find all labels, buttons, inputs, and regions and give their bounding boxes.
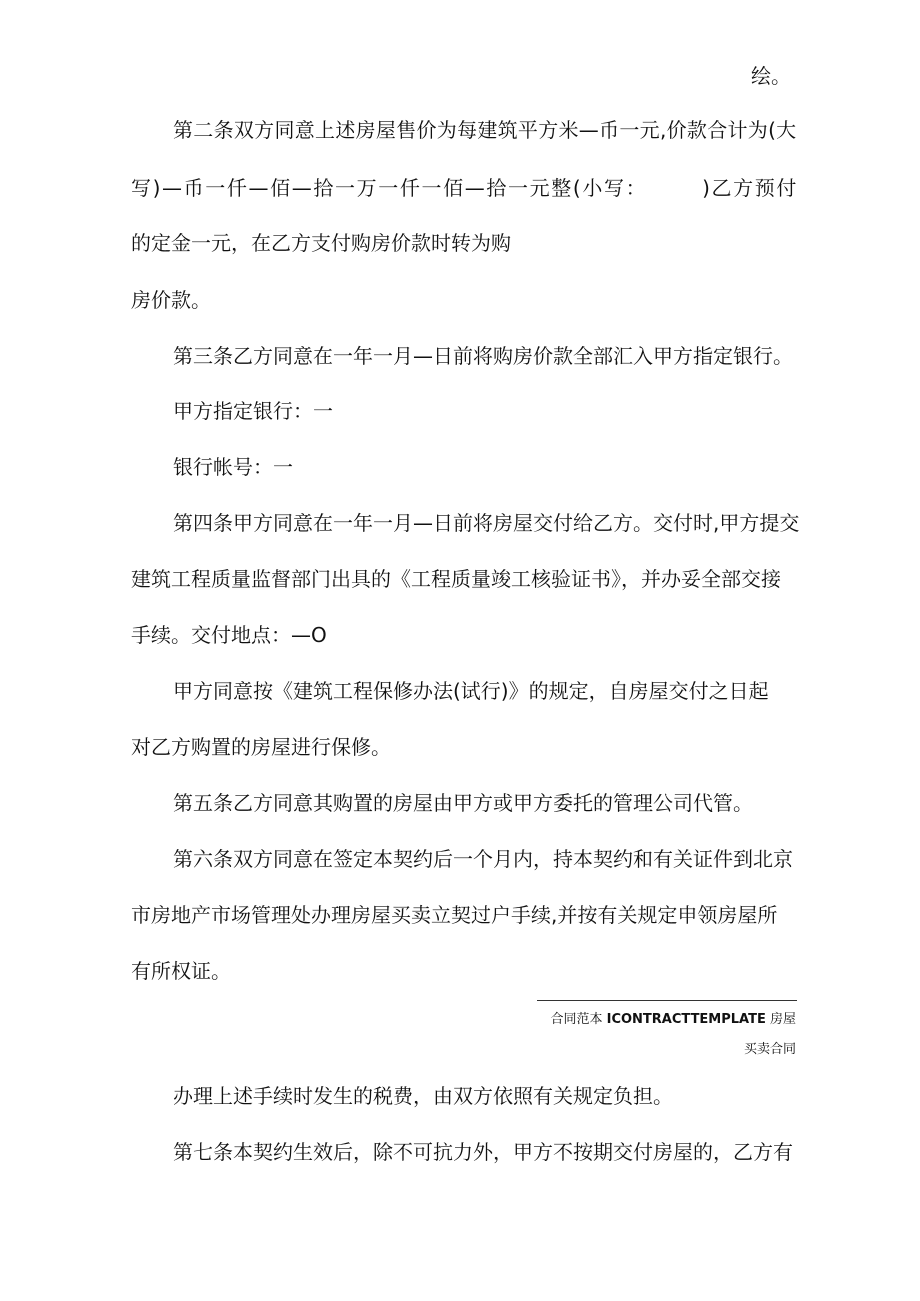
text-line-7: 甲方指定银行：一 bbox=[173, 399, 333, 423]
text-line-2: 第二条双方同意上述房屋售价为每建筑平方米—币一元,价款合计为(大 bbox=[173, 118, 797, 142]
footer-suffix: 房屋 bbox=[765, 1012, 796, 1027]
text-line-16: 市房地产市场管理处办理房屋买卖立契过户手续,并按有关规定申领房屋所 bbox=[131, 903, 778, 927]
text-line-5: 房价款。 bbox=[131, 288, 211, 312]
text-line-12: 甲方同意按《建筑工程保修办法(试行)》的规定，自房屋交付之日起 bbox=[173, 679, 769, 703]
text-line-3: 写)—币一仟—佰—拾一万一仟一佰—拾一元整(小写： )乙方预付 bbox=[131, 176, 799, 200]
footer-caption bbox=[550, 1012, 796, 1028]
text-line-18: 办理上述手续时发生的税费，由双方依照有关规定负担。 bbox=[173, 1084, 673, 1108]
text-line-17: 有所权证。 bbox=[131, 959, 231, 983]
text-line-4: 的定金一元，在乙方支付购房价款时转为购 bbox=[131, 231, 511, 255]
footer-brand: ICONTRACTTEMPLATE bbox=[606, 1012, 766, 1027]
text-line-1: 绘。 bbox=[751, 64, 791, 88]
footer-caption-line2: 买卖合同 bbox=[743, 1042, 796, 1057]
footer-prefix: 合同范本 bbox=[550, 1012, 607, 1027]
text-line-15: 第六条双方同意在签定本契约后一个月内，持本契约和有关证件到北京 bbox=[173, 847, 793, 871]
text-line-19: 第七条本契约生效后，除不可抗力外，甲方不按期交付房屋的，乙方有 bbox=[173, 1140, 793, 1164]
text-line-9: 第四条甲方同意在一年一月—日前将房屋交付给乙方。交付时,甲方提交 bbox=[173, 511, 800, 535]
text-line-11: 手续。交付地点：—O bbox=[131, 623, 327, 647]
text-line-6: 第三条乙方同意在一年一月—日前将购房价款全部汇入甲方指定银行。 bbox=[173, 344, 793, 368]
text-line-8: 银行帐号：一 bbox=[173, 455, 293, 479]
footer-divider bbox=[537, 1000, 797, 1001]
text-line-14: 第五条乙方同意其购置的房屋由甲方或甲方委托的管理公司代管。 bbox=[173, 791, 753, 815]
text-line-10: 建筑工程质量监督部门出具的《工程质量竣工核验证书》，并办妥全部交接 bbox=[131, 567, 781, 591]
text-line-13: 对乙方购置的房屋进行保修。 bbox=[131, 735, 391, 759]
